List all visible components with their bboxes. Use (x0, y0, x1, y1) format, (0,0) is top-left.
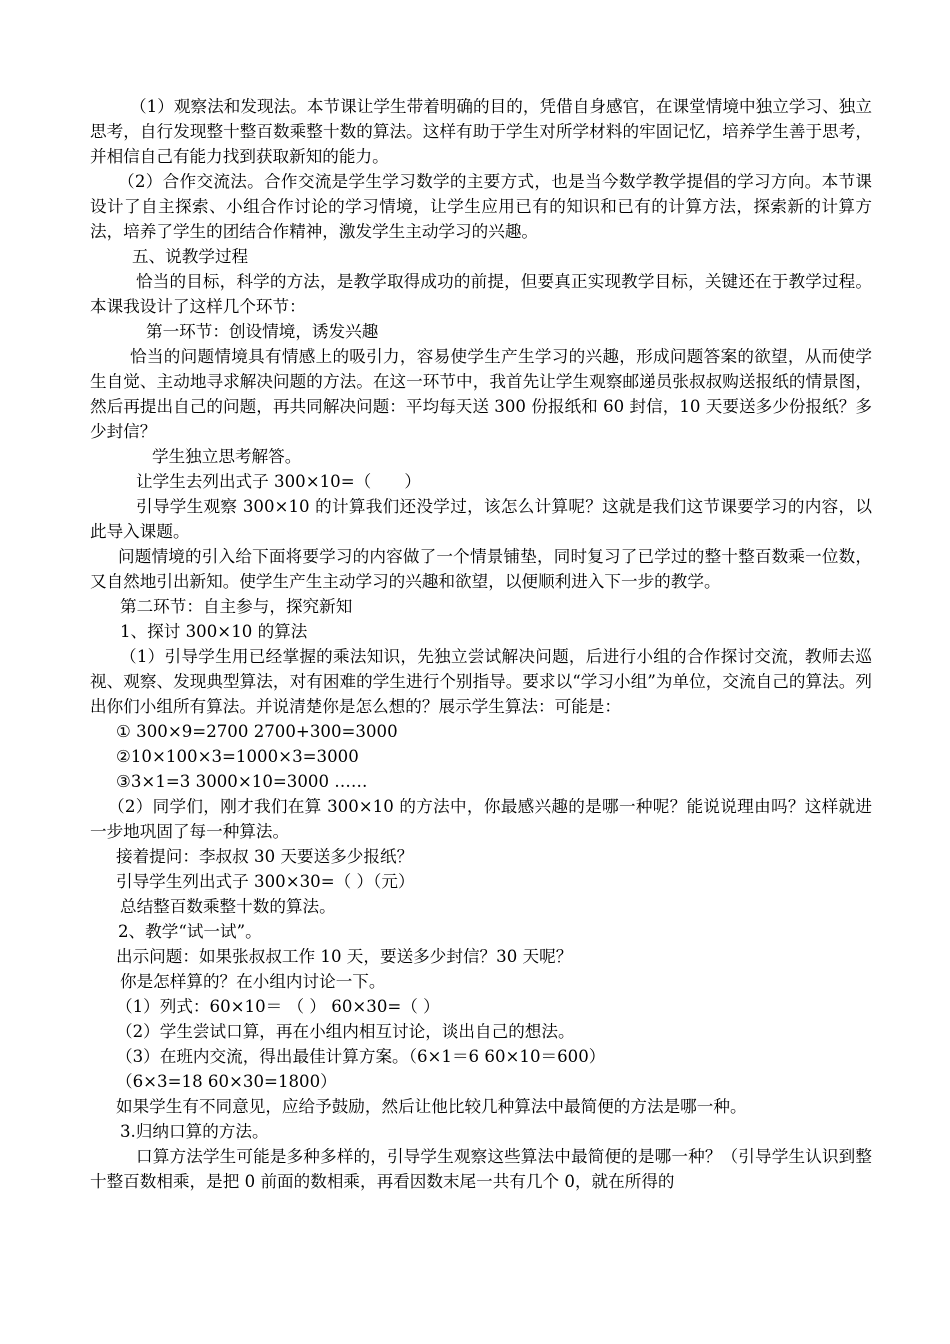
paragraph-teaching-process-intro: 恰当的目标，科学的方法，是教学取得成功的前提，但要真正实现教学目标，关键还在于教学过程。本课我设计了这样几个环节： (90, 272, 872, 316)
paragraph-situation-intro: 问题情境的引入给下面将要学习的内容做了一个情景铺垫，同时复习了已学过的整十整百数乘一位数，又自然地引出新知。使学生产生主动学习的兴趣和欲望，以便顺利进入下一步的教学。 (90, 547, 872, 591)
paragraph-guide-students: （1）引导学生用已经掌握的乘法知识，先独立尝试解决问题，后进行小组的合作探讨交流，教师去巡视、观察、发现典型算法，对有困难的学生进行个别指导。要求以“学习小组”为单位，交流自己的算法。列出你们小组所有算法。并说清楚你是怎么想的？展示学生算法：可能是： (90, 647, 872, 716)
paragraph-most-interesting: （2）同学们，刚才我们在算 300×10 的方法中，你最感兴趣的是哪一种呢？能说说理由吗？这样就进一步地巩固了每一种算法。 (90, 797, 872, 841)
paragraph-write-expression: 让学生去列出式子 300×10=（ ） (136, 472, 421, 491)
subheading-stage-two: 第二环节：自主参与，探究新知 (120, 597, 353, 616)
paragraph-show-problem: 出示问题：如果张叔叔工作 10 天，要送多少封信？30 天呢？ (116, 947, 573, 966)
paragraph-how-calculate: 你是怎样算的？在小组内讨论一下。 (120, 972, 386, 991)
subheading-summarize-method: 3.归纳口算的方法。 (120, 1122, 269, 1141)
paragraph-summarize-algorithm: 总结整百数乘整十数的算法。 (120, 897, 336, 916)
paragraph-different-opinions: 如果学生有不同意见，应给予鼓励，然后让他比较几种算法中最简便的方法是哪一种。 (116, 1097, 747, 1116)
formula-line-two: ②10×100×3=1000×3=3000 (116, 747, 359, 766)
paragraph-observation-method: （1）观察法和发现法。本节课让学生带着明确的目的，凭借自身感官，在课堂情境中独立学习、独立思考，自行发现整十整百数乘整十数的算法。这样有助于学生对所学材料的牢固记忆，培养学生善于思考，并相信自己有能力找到获取新知的能力。 (90, 97, 872, 166)
paragraph-follow-up-question: 接着提问：李叔叔 30 天要送多少报纸？ (116, 847, 414, 866)
formula-line-one: ① 300×9=2700 2700+300=3000 (116, 722, 398, 741)
paragraph-class-exchange: （3）在班内交流，得出最佳计算方案。（6×1＝6 60×10＝600） (116, 1047, 606, 1066)
paragraph-formula-6x3: （6×3=18 60×30=1800） (116, 1072, 337, 1091)
paragraph-problem-situation: 恰当的问题情境具有情感上的吸引力，容易使学生产生学习的兴趣，形成问题答案的欲望，从而使学生自觉、主动地寻求解决问题的方法。在这一环节中，我首先让学生观察邮递员张叔叔购送报纸的情景图，然后再提出自己的问题，再共同解决问题：平均每天送 300 份报纸和 60 封信，10 天要送多少份报纸？多少封信？ (90, 347, 872, 441)
paragraph-list-expression: （1）列式：60×10＝ （ ） 60×30=（ ） (116, 997, 440, 1016)
subheading-stage-one: 第一环节：创设情境，诱发兴趣 (146, 322, 379, 341)
subheading-explore-300x10: 1、探讨 300×10 的算法 (120, 622, 308, 641)
paragraph-expression-300x30: 引导学生列出式子 300×30=（ ）（元） (116, 872, 415, 891)
formula-line-three: ③3×1=3 3000×10=3000 …… (116, 772, 368, 791)
section-heading-teaching-process: 五、说教学过程 (132, 247, 249, 266)
subheading-try-it: 2、教学“试一试”。 (118, 922, 262, 941)
paragraph-guide-observe: 引导学生观察 300×10 的计算我们还没学过，该怎么计算呢？这就是我们这节课要学习的内容，以此导入课题。 (90, 497, 872, 541)
paragraph-mental-methods: 口算方法学生可能是多种多样的，引导学生观察这些算法中最简便的是哪一种？（引导学生认识到整十整百数相乘，是把 0 前面的数相乘，再看因数末尾一共有几个 0，就在所得的 (90, 1147, 872, 1191)
paragraph-independent-thinking: 学生独立思考解答。 (152, 447, 302, 466)
paragraph-mental-calc: （2）学生尝试口算，再在小组内相互讨论，谈出自己的想法。 (116, 1022, 575, 1041)
paragraph-cooperation-method: （2）合作交流法。合作交流是学生学习数学的主要方式，也是当今数学教学提倡的学习方向。本节课设计了自主探索、小组合作讨论的学习情境，让学生应用已有的知识和已有的计算方法，探索新的计算方法，培养了学生的团结合作精神，激发学生主动学习的兴趣。 (90, 172, 872, 241)
document-body (90, 94, 872, 1194)
